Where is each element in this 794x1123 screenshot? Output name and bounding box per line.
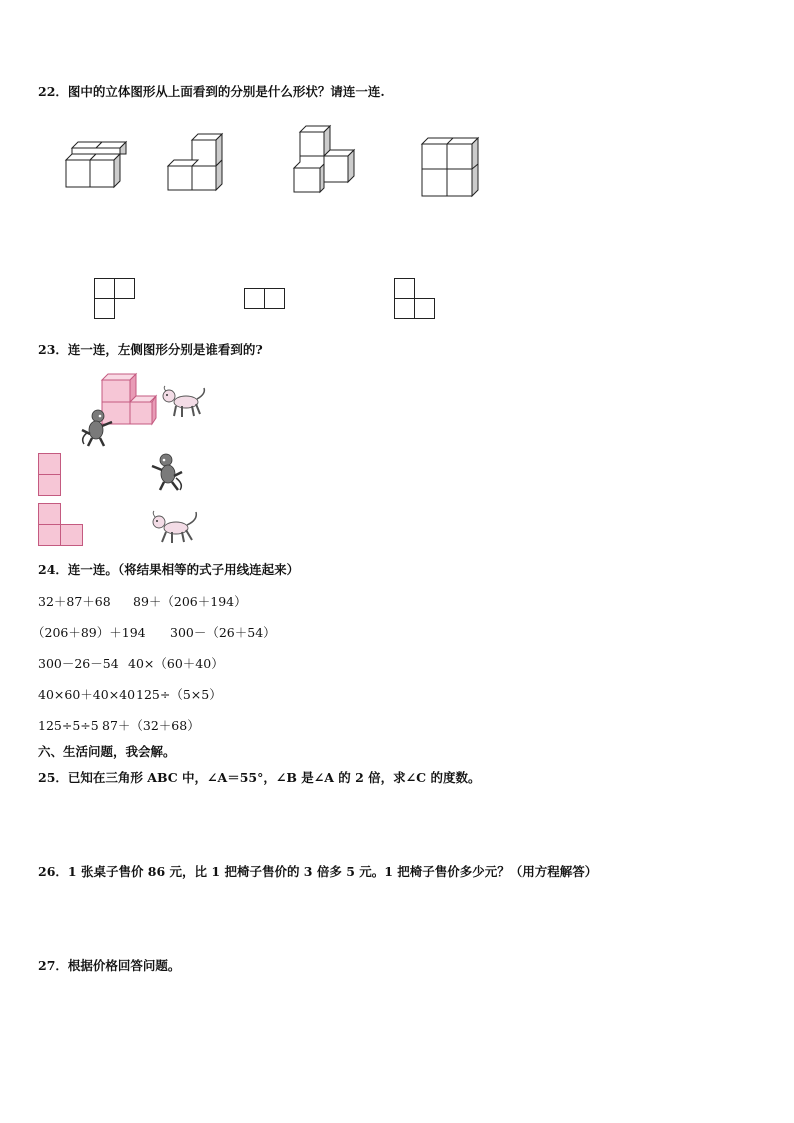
q24-right-1: 89＋（206＋194）: [133, 594, 247, 609]
section6-title: 六、生活问题，我会解。: [38, 744, 176, 759]
q24-left-5: 125÷5÷5: [38, 718, 99, 733]
q22-text: 22．图中的立体图形从上面看到的分别是什么形状？请连一连.: [38, 84, 385, 99]
q24-text: 24．连一连。（将结果相等的式子用线连起来）: [38, 562, 300, 577]
q23-text: 23．连一连，左侧图形分别是谁看到的?: [38, 342, 263, 357]
monkey-icon: [78, 408, 116, 448]
q24-right-4: 125÷（5×5）: [136, 687, 222, 702]
q25-text: 25．已知在三角形 ABC 中，∠A＝55°，∠B 是∠A 的 2 倍，求∠C 的度数。: [38, 770, 481, 785]
dog-icon: [160, 386, 208, 420]
view-two-vertical: [38, 453, 62, 497]
solid-a: [60, 140, 130, 192]
q24-left-1: 32＋87＋68: [38, 594, 111, 609]
q24-left-4: 40×60＋40×40: [38, 687, 136, 702]
top-view-reverse-l: [394, 278, 436, 320]
q24-right-5: 87＋（32＋68）: [102, 718, 200, 733]
q26-text: 26．1 张桌子售价 86 元，比 1 把椅子售价的 3 倍多 5 元。1 把椅子售价多少元？（用方程解答）: [38, 864, 598, 879]
monkey-icon-2: [150, 452, 188, 492]
solid-b: [162, 130, 232, 194]
top-view-two-squares: [244, 288, 286, 310]
q27-text: 27．根据价格回答问题。: [38, 958, 181, 973]
view-l-shape: [38, 503, 84, 547]
q24-right-2: 300－（26＋54）: [170, 625, 276, 640]
solid-c: [288, 122, 368, 198]
solid-d: [418, 136, 488, 200]
q24-left-3: 300－26－54: [38, 656, 119, 671]
top-view-l-shape: [94, 278, 136, 320]
q24-right-3: 40×（60＋40）: [128, 656, 224, 671]
q24-left-2: （206＋89）＋194: [32, 625, 146, 640]
dog-icon-2: [150, 510, 200, 546]
